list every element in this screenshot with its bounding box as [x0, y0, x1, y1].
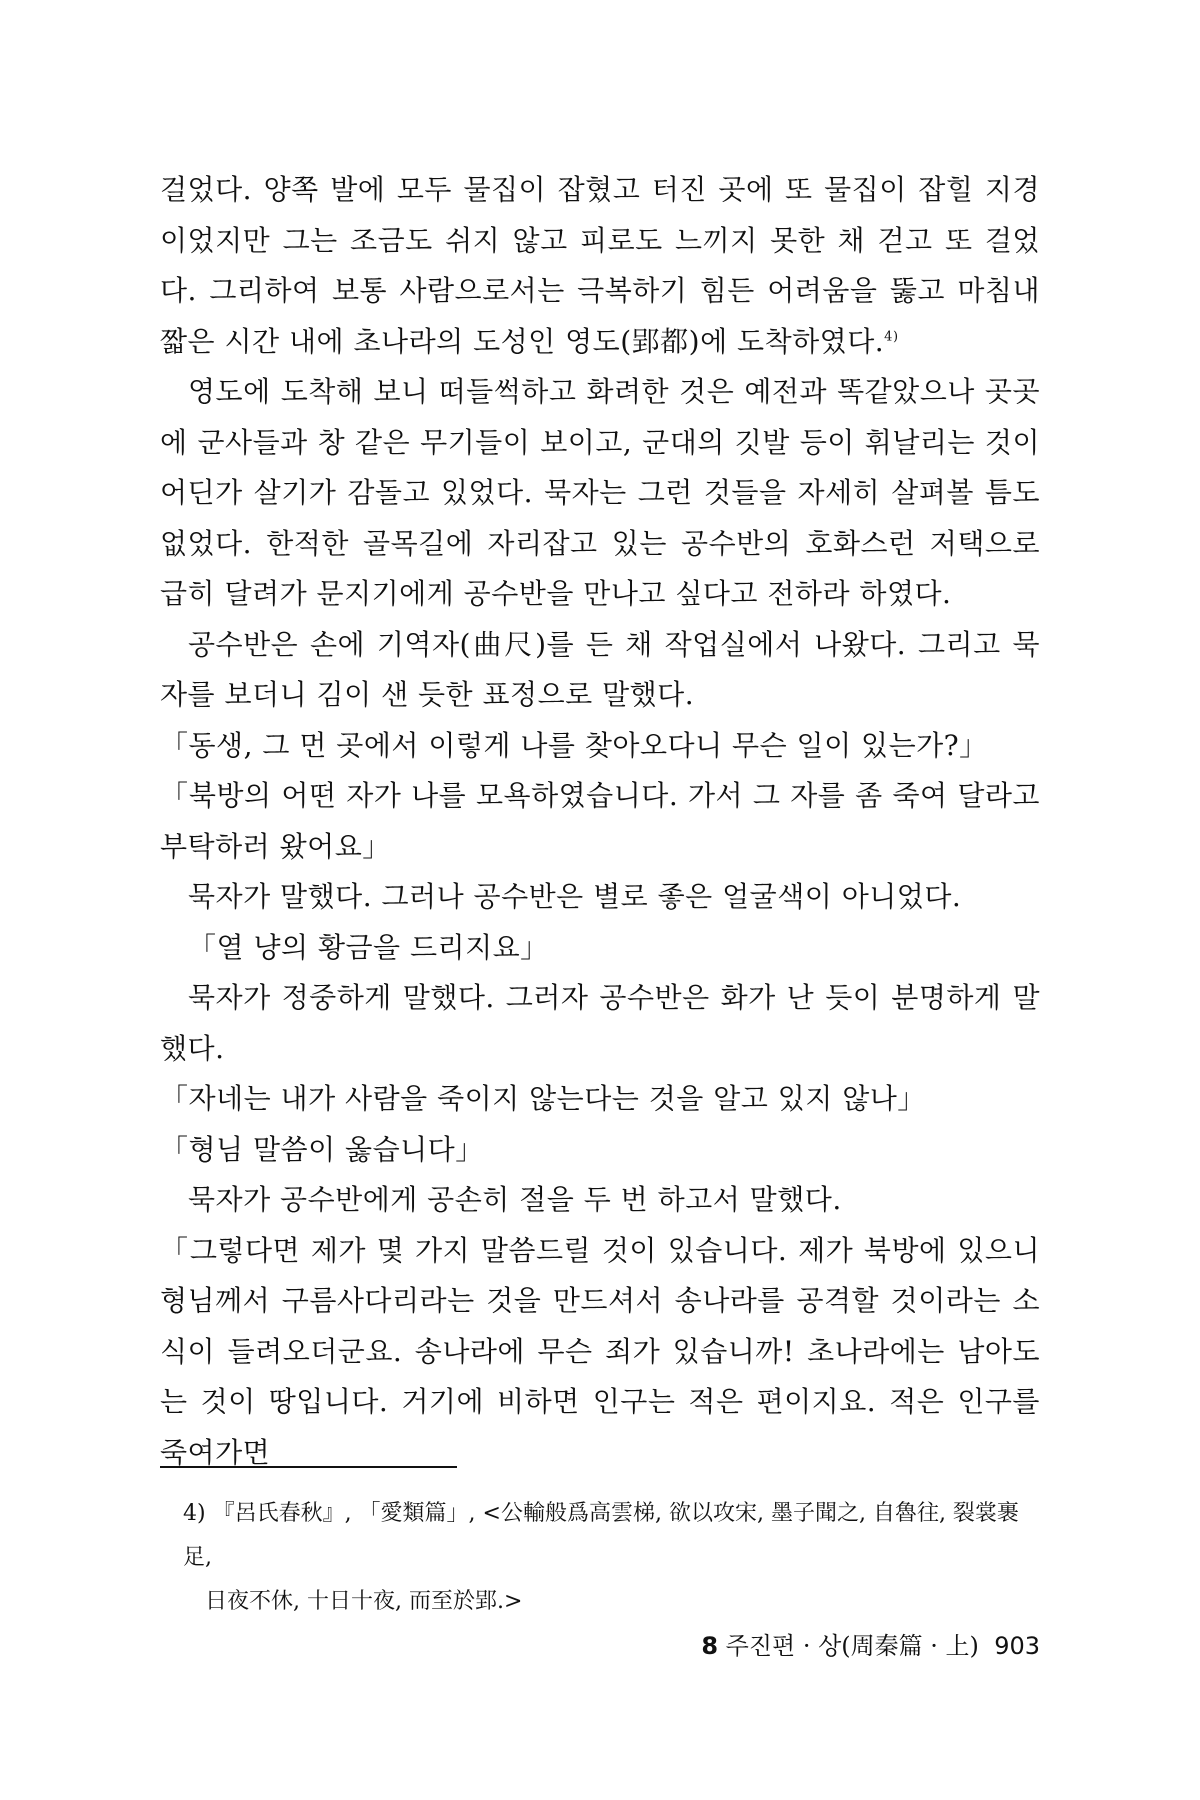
body-text [160, 165, 1040, 1478]
footnote-divider [160, 1466, 457, 1468]
footnote-line: 日夜不休, 十日十夜, 而至於郢.> [205, 1589, 523, 1614]
footnote-marker: 4) [884, 329, 899, 345]
footnote [183, 1492, 1043, 1624]
dialogue-paragraph: 「열 냥의 황금을 드리지요」 [188, 930, 549, 964]
paragraph: 묵자가 공수반에게 공손히 절을 두 번 하고서 말했다. [188, 1183, 842, 1216]
dialogue-paragraph: 「북방의 어떤 자가 나를 모욕하였습니다. 가서 그 자를 좀 죽여 달라고 부탁하러 왔어요」 [160, 779, 1040, 863]
dialogue-paragraph: 「동생, 그 먼 곳에서 이렇게 나를 찾아오다니 무슨 일이 있는가?」 [160, 728, 988, 762]
page-number: 903 [994, 1632, 1040, 1660]
paragraph: 걸었다. 양쪽 발에 모두 물집이 잡혔고 터진 곳에 또 물집이 잡힐 지경이었지만 그는 조금도 쉬지 않고 피로도 느끼지 못한 채 걷고 또 걸었다. 그리하여 보통 사람으로서는 극복하기 힘든 어려움을 뚫고 마침내 짧은 시간 내에 초나라의 도성인 영도(郢都)에 도착하였다.$^{4)}$ [160, 173, 1040, 358]
chapter-title: 주진편 · 상(周秦篇 · 上) [725, 1632, 979, 1660]
chapter-number: 8 [701, 1632, 719, 1660]
footnote-line: 4) 『呂氏春秋』, 「愛類篇」, <公輸般爲高雲梯, 欲以攻宋, 墨子聞之, 自魯往, 裂裳裹足, [183, 1501, 1019, 1570]
dialogue-paragraph: 「형님 말씀이 옳습니다」 [160, 1132, 484, 1166]
paragraph: 묵자가 정중하게 말했다. 그러자 공수반은 화가 난 듯이 분명하게 말했다. [160, 981, 1040, 1065]
paragraph: 묵자가 말했다. 그러나 공수반은 별로 좋은 얼굴색이 아니었다. [188, 880, 962, 913]
dialogue-paragraph: 「그렇다면 제가 몇 가지 말씀드릴 것이 있습니다. 제가 북방에 있으니 형님께서 구름사다리라는 것을 만드셔서 송나라를 공격할 것이라는 소식이 들려오더군요. 송나라에 무슨 죄가 있습니까! 초나라에는 남아도는 것이 땅입니다. 거기에 비하면 인구는 적은 편이지요. 적은 인구를 죽여가면 [160, 1233, 1040, 1469]
paragraph: 영도에 도착해 보니 떠들썩하고 화려한 것은 예전과 똑같았으나 곳곳에 군사들과 창 같은 무기들이 보이고, 군대의 깃발 등이 휘날리는 것이 어딘가 살기가 감돌고 있었다. 묵자는 그런 것들을 자세히 살펴볼 틈도 없었다. 한적한 골목길에 자리잡고 있는 공수반의 호화스런 저택으로 급히 달려가 문지기에게 공수반을 만나고 싶다고 전하라 하였다. [160, 375, 1040, 610]
paragraph: 공수반은 손에 기역자(曲尺)를 든 채 작업실에서 나왔다. 그리고 묵자를 보더니 김이 샌 듯한 표정으로 말했다. [160, 627, 1040, 711]
running-footer [680, 1630, 1040, 1662]
dialogue-paragraph: 「자네는 내가 사람을 죽이지 않는다는 것을 알고 있지 않나」 [160, 1082, 926, 1115]
